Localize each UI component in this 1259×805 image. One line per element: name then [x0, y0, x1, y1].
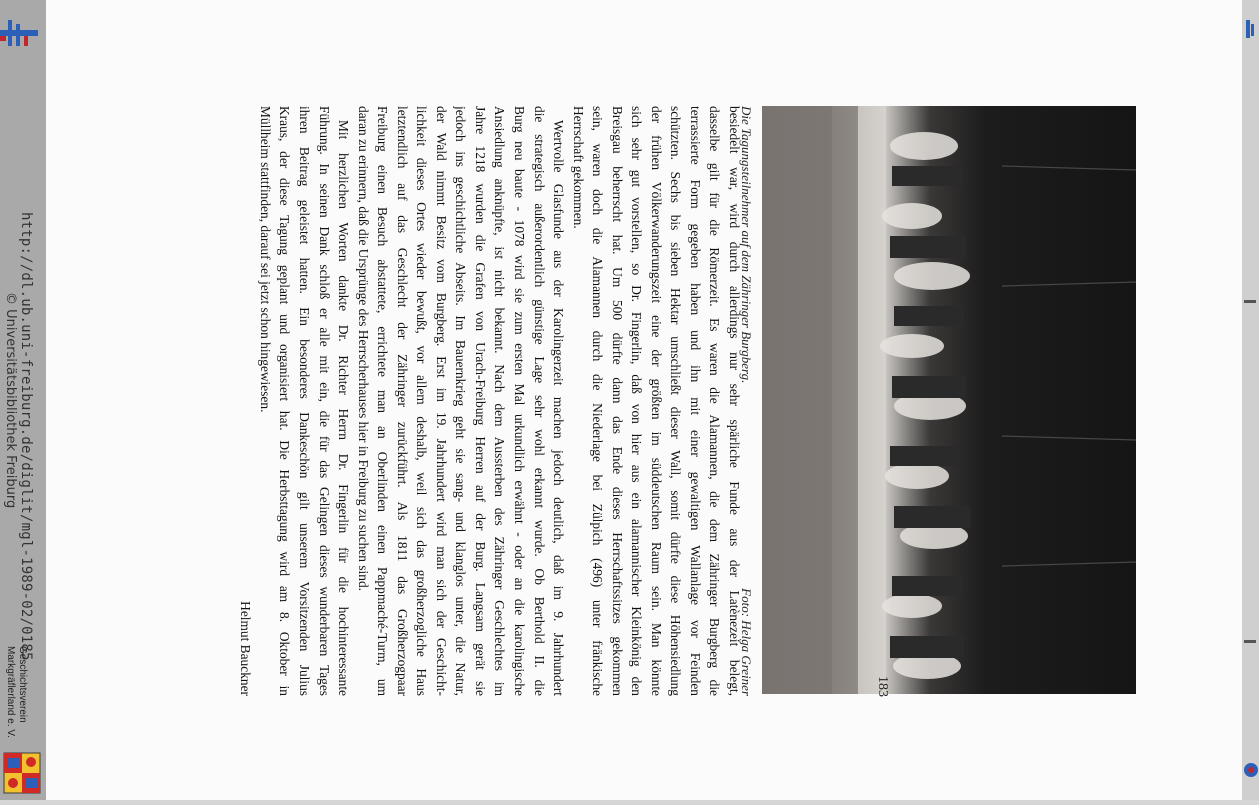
text-line: Wertvolle Glasfunde aus der Karolingerzeit machen jedoch deutlich, daß im 9. Jahrhundert: [551, 120, 567, 696]
text-line: Herrschaft gekommen.: [570, 106, 586, 229]
text-line: die strategisch außerordentlich günstige Lage sehr wohl erkannt wurde. Ob Berthold II. die: [531, 106, 547, 696]
library-logo-icon: [0, 14, 38, 54]
text-line: Mit herzlichen Worten dankte Dr. Richter Herrn Dr. Fingerlin für die hochinteressante: [336, 120, 352, 696]
text-line: dasselbe gilt für die Römerzeit. Es waren die Alamannen, die dem Zähringer Burgberg die: [707, 106, 723, 696]
text-line: daran zu erinnern, daß die Ursprünge des Herrscherhauses hier in Freiburg zu suchen sind.: [355, 106, 371, 592]
copyright-notice: © Universitätsbibliothek Freiburg: [3, 292, 18, 509]
source-url[interactable]: http://dl.ub.uni-freiburg.de/diglit/mgl-1989-02/0185: [18, 212, 34, 661]
text-line: letztendlich auf das Geschlecht der Zähringer zurückführt. Als 1811 das Großherzogpaar: [394, 106, 410, 696]
text-line: Freiburg einen Besuch abstattete, errichtete man an Oberlinden einen Pappmaché-Turm, um: [375, 106, 391, 696]
text-line: Müllheim stattfinden, darauf sei jetzt schon hingewiesen.: [257, 106, 273, 413]
publisher-line: Markgräflerland e. V.: [5, 646, 16, 738]
text-line: Breisgau beherrscht hat. Um 500 dürfte dann das Ende dieses Herrschaftssitzes gekommen: [609, 106, 625, 696]
text-line: Ansiedlung anknüpfte, ist nicht bekannt. Nach dem Aussterben des Zähringer Geschlechtes im: [492, 106, 508, 696]
photo-credit: Foto: Helga Greiner: [739, 588, 754, 696]
right-margin-strip: [1242, 0, 1259, 800]
group-photograph: [762, 106, 1136, 694]
text-line: ihren Beitrag geleistet hatten. Ein besonderes Dankeschön gilt unserem Vorsitzenden Julius: [296, 106, 312, 696]
publisher-line: Geschichtsverein: [17, 646, 28, 723]
text-line: sein, waren doch die Alamannen durch die Niederlage bei Zülpich (496) unter fränkische: [590, 106, 606, 696]
text-line: schützten. Sechs bis sieben Hektar umschließt dieser Wall, somit dürfte diese Höhensiedlung: [668, 106, 684, 696]
publisher-label: [4, 646, 28, 738]
text-line: jedoch ins geschichtliche Abseits. Im Bauernkrieg geht sie sang- und klanglos unter, die Natur,: [453, 106, 469, 696]
page-number: 183: [875, 676, 890, 697]
author-signature: Helmut Bauckner: [238, 601, 254, 696]
text-line: terrassierte Form gegeben haben und ihn mit einer gewaltigen Wallanlage vor Feinden: [687, 106, 703, 696]
text-line: der frühen Völkerwanderungszeit eine der größten im süddeutschen Raum sein. Man könnte: [648, 106, 664, 696]
right-edge-marks: [1242, 0, 1259, 800]
text-line: Burg neu baute - 1078 wird sie zum ersten Mal urkundlich erwähnt - oder an die karolingische: [511, 106, 527, 696]
coat-of-arms-icon: [3, 752, 41, 794]
article-body: [236, 106, 744, 696]
text-line: sich sehr gut vorstellen, so Dr. Fingerlin, daß von hier aus ein alamannischer Kleinkönig den: [629, 106, 645, 696]
text-line: Jahre 1218 wurden die Grafen von Urach-Freiburg Herren auf der Burg. Langsam gerät sie: [472, 106, 488, 696]
text-line: lichkeit dieses Ortes wieder bewußt, vor allem deshalb, weil sich das großherzogliche Haus: [414, 106, 430, 696]
text-line: besiedelt war, wird durch allerdings nur sehr spärliche Funde aus der Latènezeit belegt,: [727, 106, 742, 696]
photo-image: [762, 106, 1136, 694]
text-line: Kraus, der diese Tagung geplant und organisiert hat. Die Herbsttagung wird am 8. Oktober in: [277, 106, 293, 696]
text-line: Führung. In seinen Dank schloß er alle mit ein, die für das Gelingen dieses wunderbaren Tages: [316, 106, 332, 696]
caption-text: Die Tagungsteilnehmer auf dem Zähringer Burgberg.: [739, 106, 754, 384]
text-line: der Wald nimmt Besitz vom Burgberg. Erst im 19. Jahrhundert wird man sich der Geschicht-: [433, 106, 449, 696]
